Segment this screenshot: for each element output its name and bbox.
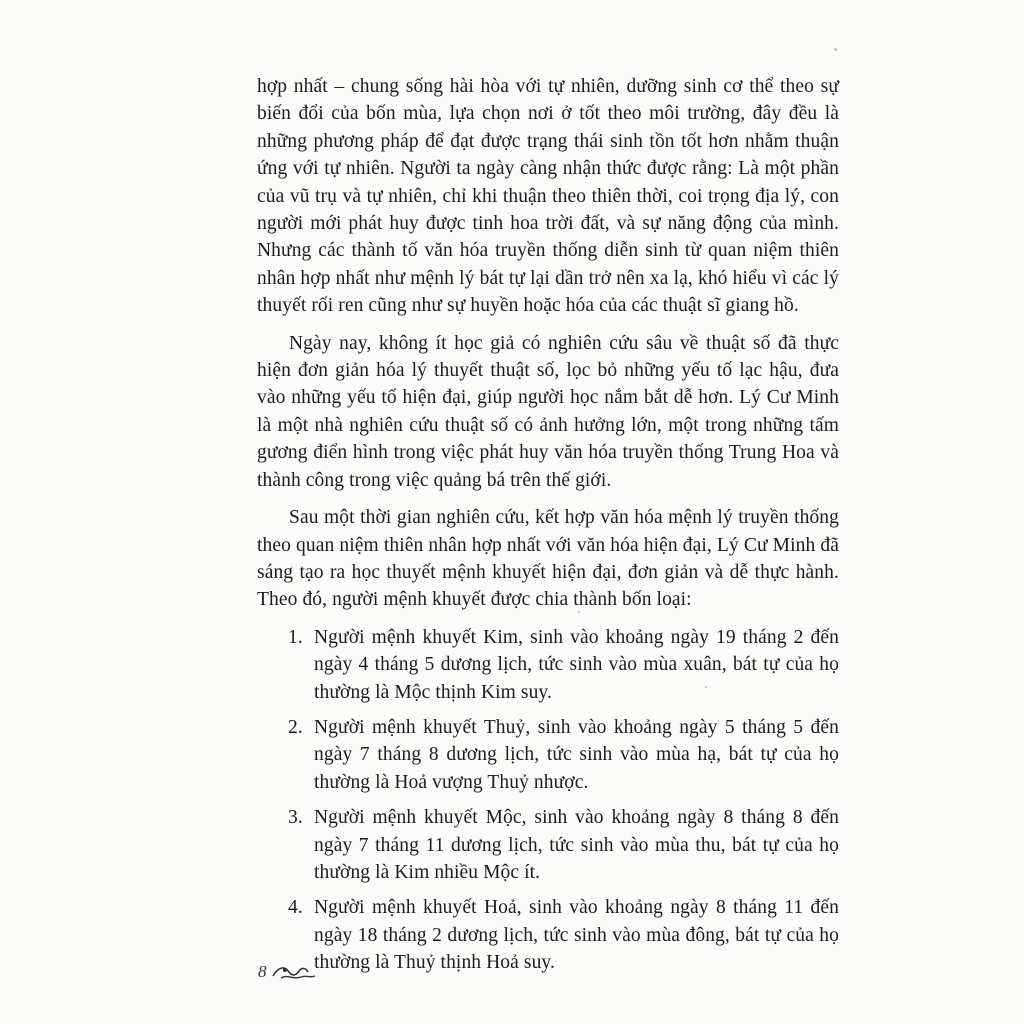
paragraph-1: hợp nhất – chung sống hài hòa với tự nhiên, dưỡng sinh cơ thể theo sự biến đổi của bốn mùa, lựa chọn nơi ở tốt theo môi trường, đây đều là những phương pháp để đạt được trạng thái sinh tồn tốt hơn nhằm thuận ứng với tự nhiên. Người ta ngày càng nhận thức được rằng: Là một phần của vũ trụ và tự nhiên, chỉ khi thuận theo thiên thời, coi trọng địa lý, con người mới phát huy được tinh hoa trời đất, và sự năng động của mình. Nhưng các thành tố văn hóa truyền thống diễn sinh từ quan niệm thiên nhân hợp nhất như mệnh lý bát tự lại dần trở nên xa lạ, khó hiểu vì các lý thuyết rối ren cũng như sự huyền hoặc hóa của các thuật sĩ giang hồ. xyxy=(257,76,839,317)
page-number: 8 xyxy=(258,962,267,981)
page-body xyxy=(257,73,839,985)
list-item xyxy=(257,714,839,796)
list-item-number: 1. xyxy=(288,626,303,648)
list-item-number: 3. xyxy=(288,807,303,829)
list-item-number: 4. xyxy=(288,897,303,919)
list-item-text: Người mệnh khuyết Thuỷ, sinh vào khoảng ngày 5 tháng 5 đến ngày 7 tháng 8 dương lịch, tức sinh vào mùa hạ, bát tự của họ thường là Hoả vượng Thuỷ nhược. xyxy=(314,716,839,793)
paragraph-2: Ngày nay, không ít học giả có nghiên cứu sâu về thuật số đã thực hiện đơn giản hóa lý thuyết thuật số, lọc bỏ những yếu tố lạc hậu, đưa vào những yếu tố hiện đại, giúp người học nắm bắt dễ hơn. Lý Cư Minh là một nhà nghiên cứu thuật số có ảnh hưởng lớn, một trong những tấm gương điển hình trong việc phát huy văn hóa truyền thống Trung Hoa và thành công trong việc quảng bá trên thế giới. xyxy=(257,332,839,491)
mệnh-khuyết-list xyxy=(257,624,839,977)
wave-ornament-icon xyxy=(271,962,317,982)
list-item-text: Người mệnh khuyết Kim, sinh vào khoảng ngày 19 tháng 2 đến ngày 4 tháng 5 dương lịch, tức sinh vào mùa xuân, bát tự của họ thường là Mộc thịnh Kim suy. xyxy=(314,626,839,703)
list-item-text: Người mệnh khuyết Hoả, sinh vào khoảng ngày 8 tháng 11 đến ngày 18 tháng 2 dương lịch, tức sinh vào mùa đông, bát tự của họ thường là Thuỷ thịnh Hoả suy. xyxy=(314,897,839,974)
list-item xyxy=(257,894,839,976)
page-footer xyxy=(258,962,317,982)
list-item xyxy=(257,804,839,886)
list-item-number: 2. xyxy=(288,716,303,738)
paragraph-3: Sau một thời gian nghiên cứu, kết hợp văn hóa mệnh lý truyền thống theo quan niệm thiên nhân hợp nhất với văn hóa hiện đại, Lý Cư Minh đã sáng tạo ra học thuyết mệnh khuyết hiện đại, đơn giản và dễ thực hành. Theo đó, người mệnh khuyết được chia thành bốn loại: xyxy=(257,507,839,611)
paper-speck xyxy=(578,611,580,613)
list-item xyxy=(257,624,839,706)
list-item-text: Người mệnh khuyết Mộc, sinh vào khoảng ngày 8 tháng 8 đến ngày 7 tháng 11 dương lịch, tức sinh vào mùa thu, bát tự của họ thường là Kim nhiều Mộc ít. xyxy=(314,807,839,883)
paper-speck xyxy=(705,686,707,688)
paper-speck xyxy=(834,48,837,51)
